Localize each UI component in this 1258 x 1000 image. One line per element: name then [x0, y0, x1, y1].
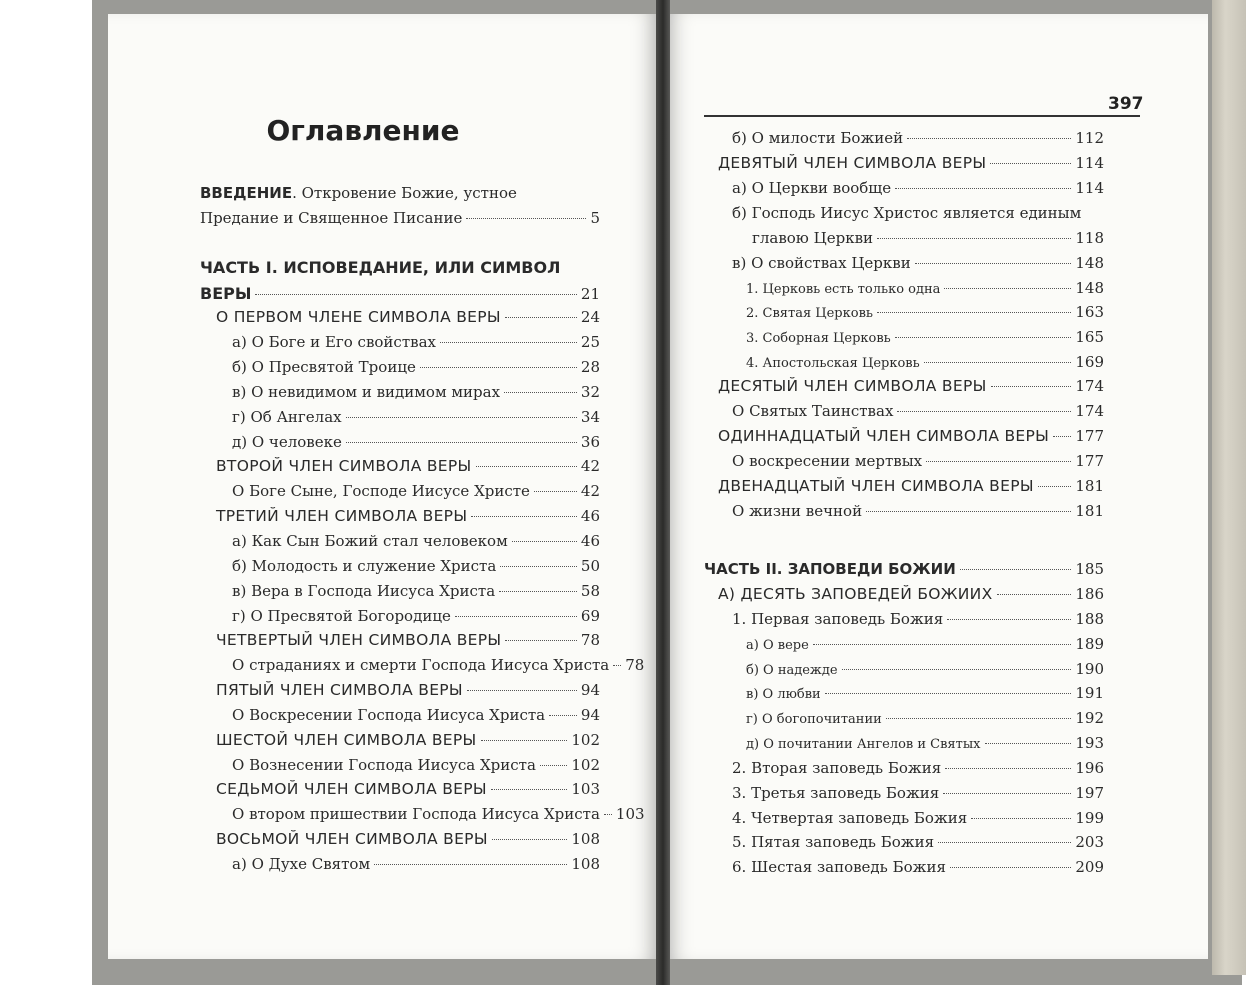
toc-entry-page: 118 — [1075, 229, 1104, 247]
leader-dots — [813, 644, 1072, 645]
toc-entry-text: б) О Пресвятой Троице — [232, 358, 416, 376]
toc-entry-text: а) О вере — [746, 638, 809, 653]
leader-dots — [466, 218, 586, 219]
toc-entry — [718, 154, 1104, 172]
toc-entry-page: 148 — [1075, 279, 1104, 297]
toc-entry-text: ШЕСТОЙ ЧЛЕН СИМВОЛА ВЕРЫ — [216, 731, 477, 749]
leader-dots — [499, 591, 577, 592]
toc-entry-page: 32 — [580, 383, 600, 401]
toc-entry — [232, 358, 600, 376]
toc-entry-text: ДЕСЯТЫЙ ЧЛЕН СИМВОЛА ВЕРЫ — [718, 377, 987, 395]
leader-dots — [947, 619, 1071, 620]
leader-dots — [534, 491, 577, 492]
leader-dots — [471, 516, 577, 517]
intro-line2 — [200, 209, 600, 227]
toc-entry — [232, 706, 600, 724]
toc-entry-page: 174 — [1075, 377, 1104, 395]
toc-entry — [746, 660, 1104, 678]
toc-entry — [732, 452, 1104, 470]
toc-entry-text: 1. Церковь есть только одна — [746, 282, 941, 297]
toc-entry-text: 4. Апостольская Церковь — [746, 356, 920, 371]
toc-entry — [752, 229, 1104, 247]
toc-entry-text: а) О Церкви вообще — [732, 179, 892, 197]
leader-dots — [945, 768, 1071, 769]
leader-dots — [943, 793, 1071, 794]
toc-entry-text: СЕДЬМОЙ ЧЛЕН СИМВОЛА ВЕРЫ — [216, 780, 487, 798]
leader-dots — [512, 541, 577, 542]
toc-entry-page: 181 — [1075, 502, 1104, 520]
toc-entry-page: 78 — [625, 656, 645, 674]
toc-entry — [216, 780, 600, 798]
toc-entry — [232, 333, 600, 351]
toc-entry-page: 185 — [1075, 560, 1104, 578]
intro-line1 — [200, 184, 517, 202]
leader-dots — [492, 839, 568, 840]
toc-entry-page: 28 — [580, 358, 600, 376]
toc-entry-page: 103 — [615, 805, 645, 823]
toc-entry — [746, 353, 1104, 371]
leader-dots — [877, 312, 1071, 313]
toc-entry-page: 42 — [580, 482, 600, 500]
leader-dots — [255, 294, 576, 295]
toc-entry-text: 4. Четвертая заповедь Божия — [732, 809, 968, 827]
toc-entry-text: ЧЕТВЕРТЫЙ ЧЛЕН СИМВОЛА ВЕРЫ — [216, 631, 502, 649]
toc-entry-page: 196 — [1075, 759, 1104, 777]
toc-entry — [732, 254, 1104, 272]
intro-bold: ВВЕДЕНИЕ — [200, 184, 293, 202]
page-number: 397 — [1108, 94, 1144, 114]
leader-dots — [505, 640, 577, 641]
toc-entry — [718, 585, 1104, 603]
toc-entry — [232, 805, 645, 823]
toc-entry — [732, 179, 1104, 197]
toc-entry-text: ВТОРОЙ ЧЛЕН СИМВОЛА ВЕРЫ — [216, 457, 472, 475]
leader-dots — [346, 442, 577, 443]
toc-entry — [746, 709, 1104, 727]
toc-entry-page: 148 — [1075, 254, 1104, 272]
toc-entry-text: а) О Боге и Его свойствах — [232, 333, 436, 351]
toc-entry-page: 112 — [1075, 129, 1104, 147]
leader-dots — [505, 317, 577, 318]
leader-dots — [960, 569, 1072, 570]
toc-entry-text: в) О невидимом и видимом мирах — [232, 383, 501, 401]
leader-dots — [604, 814, 612, 815]
leader-dots — [886, 718, 1072, 719]
toc-entry-page: 209 — [1075, 858, 1104, 876]
toc-entry — [232, 756, 600, 774]
toc-entry-page: 94 — [580, 681, 600, 699]
toc-entry — [216, 681, 600, 699]
toc-entry-page: 34 — [580, 408, 600, 426]
toc-entry-page: 94 — [580, 706, 600, 724]
toc-entry — [732, 833, 1104, 851]
toc-entry-text: д) О человеке — [232, 433, 342, 451]
leader-dots — [476, 466, 577, 467]
toc-entry — [232, 532, 600, 550]
toc-entry-page: 36 — [580, 433, 600, 451]
toc-entry-page: 191 — [1075, 684, 1104, 702]
toc-entry — [732, 759, 1104, 777]
toc-entry — [216, 308, 600, 326]
toc-entry-page: 188 — [1075, 610, 1104, 628]
toc-entry-page: 186 — [1075, 585, 1104, 603]
toc-entry-text: О Боге Сыне, Господе Иисусе Христе — [232, 482, 530, 500]
toc-entry-page: 192 — [1075, 709, 1104, 727]
toc-entry — [746, 279, 1104, 297]
leader-dots — [926, 461, 1071, 462]
toc-entry — [216, 830, 600, 848]
leader-dots — [374, 864, 567, 865]
leader-dots — [907, 138, 1071, 139]
toc-entry — [746, 684, 1104, 702]
toc-entry-text: ДЕВЯТЫЙ ЧЛЕН СИМВОЛА ВЕРЫ — [718, 154, 987, 172]
part1-line2 — [200, 284, 600, 303]
toc-entry-text: ЧАСТЬ II. ЗАПОВЕДИ БОЖИИ — [704, 560, 956, 578]
toc-entry-page: 193 — [1075, 734, 1104, 752]
toc-entry — [232, 408, 600, 426]
header-rule — [704, 115, 1140, 117]
leader-dots — [915, 263, 1072, 264]
toc-entry — [232, 482, 600, 500]
leader-dots — [944, 288, 1071, 289]
toc-entry-page: 46 — [580, 532, 600, 550]
toc-entry-text: а) Как Сын Божий стал человеком — [232, 532, 508, 550]
leader-dots — [549, 715, 577, 716]
toc-entry-text: ОДИННАДЦАТЫЙ ЧЛЕН СИМВОЛА ВЕРЫ — [718, 427, 1050, 445]
toc-entry-text: 3. Третья заповедь Божия — [732, 784, 940, 802]
toc-entry — [746, 734, 1104, 752]
toc-entry-text: г) О богопочитании — [746, 712, 882, 727]
toc-entry — [732, 858, 1104, 876]
toc-entry-page: 78 — [580, 631, 600, 649]
toc-entry-text: О воскресении мертвых — [732, 452, 923, 470]
leader-dots — [990, 163, 1071, 164]
toc-entry-text: ТРЕТИЙ ЧЛЕН СИМВОЛА ВЕРЫ — [216, 507, 468, 525]
leader-dots — [440, 342, 577, 343]
toc-entry-text: О Святых Таинствах — [732, 402, 894, 420]
toc-entry-text: О ПЕРВОМ ЧЛЕНЕ СИМВОЛА ВЕРЫ — [216, 308, 501, 326]
toc-entry — [732, 809, 1104, 827]
toc-entry-page: 102 — [571, 756, 600, 774]
leader-dots — [467, 690, 577, 691]
toc-entry — [746, 635, 1104, 653]
toc-entry-text: а) О Духе Святом — [232, 855, 371, 873]
toc-entry-page: 165 — [1075, 328, 1104, 346]
toc-entry-page: 108 — [571, 830, 600, 848]
toc-entry — [232, 433, 600, 451]
toc-entry-page: 169 — [1075, 353, 1104, 371]
left-page — [108, 14, 658, 959]
toc-entry-text: О жизни вечной — [732, 502, 863, 520]
toc-entry-text: 2. Вторая заповедь Божия — [732, 759, 942, 777]
toc-entry-text: в) О свойствах Церкви — [732, 254, 911, 272]
part1-page: 21 — [580, 285, 600, 303]
toc-entry-text: О Вознесении Господа Иисуса Христа — [232, 756, 536, 774]
toc-entry-text: б) О надежде — [746, 663, 838, 678]
toc-entry-text: ДВЕНАДЦАТЫЙ ЧЛЕН СИМВОЛА ВЕРЫ — [718, 477, 1034, 495]
toc-entry — [718, 477, 1104, 495]
toc-entry — [216, 507, 600, 525]
toc-entry — [732, 502, 1104, 520]
leader-dots — [924, 362, 1072, 363]
part1-line1: ЧАСТЬ I. ИСПОВЕДАНИЕ, ИЛИ СИМВОЛ — [200, 258, 561, 277]
toc-entry-text: ВОСЬМОЙ ЧЛЕН СИМВОЛА ВЕРЫ — [216, 830, 488, 848]
toc-entry — [718, 427, 1104, 445]
toc-entry-text: д) О почитании Ангелов и Святых — [746, 737, 981, 752]
toc-entry — [746, 303, 1104, 321]
toc-entry-text: г) О Пресвятой Богородице — [232, 607, 451, 625]
toc-entry — [232, 855, 600, 873]
toc-entry-page: 177 — [1075, 452, 1104, 470]
toc-entry — [746, 328, 1104, 346]
leader-dots — [613, 665, 621, 666]
toc-entry-page: 174 — [1075, 402, 1104, 420]
toc-entry-text: 5. Пятая заповедь Божия — [732, 833, 935, 851]
toc-entry — [232, 383, 600, 401]
leader-dots — [897, 411, 1071, 412]
leader-dots — [895, 337, 1072, 338]
intro-page: 5 — [590, 209, 600, 227]
toc-entry-text: г) Об Ангелах — [232, 408, 342, 426]
leader-dots — [491, 789, 567, 790]
toc-entry-text: 1. Первая заповедь Божия — [732, 610, 944, 628]
leader-dots — [991, 386, 1072, 387]
toc-entry-text: О втором пришествии Господа Иисуса Христа — [232, 805, 600, 823]
toc-entry — [718, 377, 1104, 395]
toc-entry-text: 3. Соборная Церковь — [746, 331, 891, 346]
book-cover-edge — [1212, 0, 1246, 975]
toc-entry-page: 114 — [1075, 179, 1104, 197]
toc-entry — [732, 610, 1104, 628]
leader-dots — [866, 511, 1071, 512]
book-gutter — [656, 0, 670, 985]
toc-entry-page: 114 — [1075, 154, 1104, 172]
leader-dots — [1038, 486, 1072, 487]
toc-entry-page: 177 — [1075, 427, 1104, 445]
toc-entry-page: 181 — [1075, 477, 1104, 495]
leader-dots — [455, 616, 577, 617]
toc-entry-text: главою Церкви — [752, 229, 874, 247]
toc-entry — [704, 560, 1104, 578]
leader-dots — [346, 417, 577, 418]
right-page — [668, 14, 1208, 959]
toc-entry-page: 46 — [580, 507, 600, 525]
toc-entry-page: 42 — [580, 457, 600, 475]
toc-entry — [732, 784, 1104, 802]
leader-dots — [1053, 436, 1071, 437]
toc-entry — [732, 204, 1104, 222]
toc-entry-text: О страданиях и смерти Господа Иисуса Христа — [232, 656, 610, 674]
leader-dots — [504, 392, 577, 393]
toc-entry-text: О Воскресении Господа Иисуса Христа — [232, 706, 546, 724]
leader-dots — [540, 765, 567, 766]
leader-dots — [877, 238, 1071, 239]
toc-entry — [232, 656, 645, 674]
leader-dots — [481, 740, 568, 741]
leader-dots — [420, 367, 577, 368]
toc-entry-page: 69 — [580, 607, 600, 625]
toc-entry-page: 103 — [571, 780, 600, 798]
toc-entry-text: 2. Святая Церковь — [746, 306, 873, 321]
toc-entry — [216, 731, 600, 749]
toc-entry-page: 203 — [1075, 833, 1104, 851]
toc-entry-text: А) ДЕСЯТЬ ЗАПОВЕДЕЙ БОЖИИХ — [718, 585, 993, 603]
toc-entry — [732, 129, 1104, 147]
toc-entry — [216, 631, 600, 649]
toc-entry-page: 197 — [1075, 784, 1104, 802]
toc-entry — [232, 607, 600, 625]
leader-dots — [500, 566, 577, 567]
toc-entry-text: 6. Шестая заповедь Божия — [732, 858, 946, 876]
toc-entry-page: 199 — [1075, 809, 1104, 827]
leader-dots — [971, 818, 1071, 819]
toc-entry-page: 102 — [571, 731, 600, 749]
toc-entry-text: б) Господь Иисус Христос является единым — [732, 204, 1082, 222]
toc-entry-page: 25 — [580, 333, 600, 351]
toc-entry-page: 108 — [571, 855, 600, 873]
toc-entry-page: 58 — [580, 582, 600, 600]
toc-entry-text: ПЯТЫЙ ЧЛЕН СИМВОЛА ВЕРЫ — [216, 681, 463, 699]
toc-entry-text: в) О любви — [746, 687, 821, 702]
leader-dots — [985, 743, 1072, 744]
leader-dots — [825, 693, 1072, 694]
intro-text1: . Откровение Божие, устное — [292, 184, 517, 202]
leader-dots — [842, 669, 1072, 670]
leader-dots — [895, 188, 1071, 189]
toc-entry-text: б) Молодость и служение Христа — [232, 557, 497, 575]
toc-entry-page: 190 — [1075, 660, 1104, 678]
toc-entry-page: 163 — [1075, 303, 1104, 321]
intro-text2: Предание и Священное Писание — [200, 209, 463, 227]
toc-entry — [216, 457, 600, 475]
toc-entry — [232, 557, 600, 575]
toc-entry-page: 50 — [580, 557, 600, 575]
toc-entry-text: в) Вера в Господа Иисуса Христа — [232, 582, 496, 600]
leader-dots — [950, 867, 1071, 868]
part1-text: ВЕРЫ — [200, 284, 252, 303]
toc-entry-text: б) О милости Божией — [732, 129, 904, 147]
page-title: Оглавление — [266, 114, 460, 147]
toc-entry — [232, 582, 600, 600]
toc-entry-page: 24 — [580, 308, 600, 326]
leader-dots — [938, 842, 1071, 843]
leader-dots — [997, 594, 1072, 595]
toc-entry — [732, 402, 1104, 420]
toc-entry-page: 189 — [1075, 635, 1104, 653]
